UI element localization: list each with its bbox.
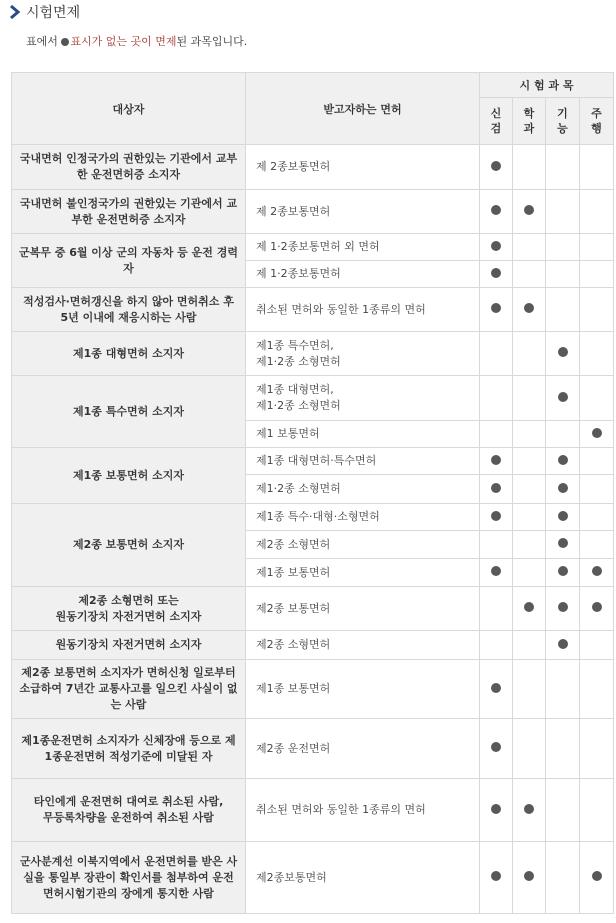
exam-mark-cell: [580, 190, 614, 234]
exam-mark-cell: [480, 376, 513, 421]
exemption-table: [11, 72, 614, 914]
table-row: [12, 448, 614, 475]
note-prefix: 표에서: [26, 35, 62, 48]
required-dot-icon: [524, 871, 534, 881]
exam-mark-cell: [580, 288, 614, 332]
license-cell: 제2종 소형면허: [246, 531, 480, 559]
table-row: [12, 376, 614, 421]
exam-mark-cell: [580, 660, 614, 719]
exam-mark-cell: [480, 261, 513, 288]
exam-mark-cell: [580, 504, 614, 531]
license-cell: 제1·2종 소형면허: [246, 475, 480, 504]
table-row: [12, 719, 614, 779]
license-cell: 제1종 특수면허, 제1·2종 소형면허: [246, 332, 480, 376]
exam-mark-cell: [513, 421, 546, 448]
exam-mark-cell: [546, 448, 580, 475]
exam-mark-cell: [546, 332, 580, 376]
license-cell: 제2종 보통면허: [246, 587, 480, 631]
table-row: [12, 660, 614, 719]
exam-mark-cell: [513, 719, 546, 779]
exam-mark-cell: [580, 421, 614, 448]
header-exams: 시 험 과 목: [480, 73, 614, 98]
exam-mark-cell: [546, 779, 580, 842]
exam-mark-cell: [580, 475, 614, 504]
required-dot-icon: [558, 455, 568, 465]
exam-mark-cell: [480, 288, 513, 332]
header-exam-col: 학 과: [513, 98, 546, 145]
required-dot-icon: [491, 268, 501, 278]
exam-mark-cell: [546, 145, 580, 190]
license-cell: 제1종 보통면허: [246, 559, 480, 587]
table-row: [12, 288, 614, 332]
license-cell: 제2종 소형면허: [246, 631, 480, 660]
exam-mark-cell: [546, 719, 580, 779]
exam-mark-cell: [480, 660, 513, 719]
exam-mark-cell: [513, 332, 546, 376]
exam-mark-cell: [580, 779, 614, 842]
subject-cell: 제2종 소형면허 또는 원동기장치 자전거면허 소지자: [12, 587, 246, 631]
exam-mark-cell: [546, 559, 580, 587]
required-dot-icon: [558, 639, 568, 649]
license-cell: 제1종 보통면허: [246, 660, 480, 719]
bullet-dot-icon: [61, 38, 69, 46]
exam-mark-cell: [480, 448, 513, 475]
required-dot-icon: [491, 804, 501, 814]
exam-mark-cell: [580, 145, 614, 190]
required-dot-icon: [524, 303, 534, 313]
exam-mark-cell: [513, 842, 546, 914]
subject-cell: 군사분계선 이북지역에서 운전면허를 받은 사실을 통일부 장관이 확인서를 첨부하여 운전면허시험기관의 장에게 통지한 사람: [12, 842, 246, 914]
subject-cell: 국내면허 불인정국가의 권한있는 기관에서 교부한 운전면허증 소지자: [12, 190, 246, 234]
exam-mark-cell: [546, 504, 580, 531]
exam-mark-cell: [580, 261, 614, 288]
required-dot-icon: [592, 602, 602, 612]
section-header: [8, 2, 80, 22]
table-row: [12, 332, 614, 376]
exam-mark-cell: [546, 631, 580, 660]
exam-mark-cell: [546, 234, 580, 261]
required-dot-icon: [558, 511, 568, 521]
exam-mark-cell: [513, 559, 546, 587]
exam-mark-cell: [480, 332, 513, 376]
exam-mark-cell: [480, 842, 513, 914]
exam-mark-cell: [480, 145, 513, 190]
required-dot-icon: [491, 303, 501, 313]
license-cell: 취소된 면허와 동일한 1종류의 면허: [246, 779, 480, 842]
subject-cell: 제1종운전면허 소지자가 신체장애 등으로 제1종운전면허 적성기준에 미달된 자: [12, 719, 246, 779]
exam-mark-cell: [546, 842, 580, 914]
exam-mark-cell: [580, 631, 614, 660]
required-dot-icon: [491, 742, 501, 752]
exam-mark-cell: [513, 376, 546, 421]
required-dot-icon: [558, 566, 568, 576]
exam-mark-cell: [580, 587, 614, 631]
required-dot-icon: [524, 804, 534, 814]
required-dot-icon: [558, 392, 568, 402]
exam-mark-cell: [480, 234, 513, 261]
subject-cell: 국내면허 인정국가의 권한있는 기관에서 교부한 운전면허증 소지자: [12, 145, 246, 190]
note-highlight: 표시가 없는 곳이 면제: [70, 35, 177, 48]
exam-mark-cell: [546, 376, 580, 421]
exam-mark-cell: [580, 376, 614, 421]
license-cell: 제1종 대형면허, 제1·2종 소형면허: [246, 376, 480, 421]
table-row: [12, 504, 614, 531]
table-row: [12, 779, 614, 842]
exam-mark-cell: [580, 719, 614, 779]
subject-cell: 타인에게 운전면허 대여로 취소된 사람, 무등록차량을 운전하여 취소된 사람: [12, 779, 246, 842]
table-row: [12, 190, 614, 234]
exam-mark-cell: [480, 531, 513, 559]
table-row: [12, 234, 614, 261]
header-exam-col: 주 행: [580, 98, 614, 145]
required-dot-icon: [592, 428, 602, 438]
exam-mark-cell: [546, 421, 580, 448]
exam-mark-cell: [580, 332, 614, 376]
section-title: 시험면제: [26, 5, 81, 21]
header-exam-col: 기 능: [546, 98, 580, 145]
exam-mark-cell: [480, 190, 513, 234]
required-dot-icon: [491, 205, 501, 215]
license-cell: 제1종 특수·대형·소형면허: [246, 504, 480, 531]
license-cell: 제2종보통면허: [246, 842, 480, 914]
exam-mark-cell: [480, 719, 513, 779]
exam-mark-cell: [513, 504, 546, 531]
exam-mark-cell: [513, 288, 546, 332]
required-dot-icon: [491, 483, 501, 493]
exam-mark-cell: [480, 587, 513, 631]
exam-mark-cell: [546, 531, 580, 559]
exam-mark-cell: [513, 631, 546, 660]
exam-mark-cell: [580, 448, 614, 475]
note-suffix: 된 과목입니다.: [176, 35, 248, 48]
required-dot-icon: [524, 205, 534, 215]
subject-cell: 제2종 보통면허 소지자가 면허신청 일로부터 소급하여 7년간 교통사고를 일으킨 사실이 없는 사람: [12, 660, 246, 719]
license-cell: 제1 보통면허: [246, 421, 480, 448]
exam-mark-cell: [480, 559, 513, 587]
subject-cell: 군복무 중 6월 이상 군의 자동차 등 운전 경력자: [12, 234, 246, 288]
license-cell: 제 2종보통면허: [246, 190, 480, 234]
exam-mark-cell: [580, 559, 614, 587]
required-dot-icon: [491, 511, 501, 521]
license-cell: 제 2종보통면허: [246, 145, 480, 190]
exam-mark-cell: [480, 475, 513, 504]
required-dot-icon: [491, 683, 501, 693]
exam-mark-cell: [513, 190, 546, 234]
required-dot-icon: [491, 161, 501, 171]
license-cell: 제 1·2종보통면허 외 면허: [246, 234, 480, 261]
required-dot-icon: [491, 871, 501, 881]
license-cell: 제 1·2종보통면허: [246, 261, 480, 288]
exam-mark-cell: [580, 234, 614, 261]
required-dot-icon: [558, 483, 568, 493]
required-dot-icon: [558, 347, 568, 357]
exam-mark-cell: [580, 531, 614, 559]
exam-mark-cell: [546, 660, 580, 719]
exam-mark-cell: [513, 261, 546, 288]
exam-mark-cell: [546, 261, 580, 288]
exam-mark-cell: [513, 779, 546, 842]
header-subject: 대상자: [12, 73, 246, 145]
required-dot-icon: [558, 602, 568, 612]
exam-mark-cell: [513, 531, 546, 559]
exam-mark-cell: [546, 190, 580, 234]
subject-cell: 제1종 대형면허 소지자: [12, 332, 246, 376]
required-dot-icon: [592, 566, 602, 576]
required-dot-icon: [558, 538, 568, 548]
exam-mark-cell: [480, 779, 513, 842]
exam-mark-cell: [546, 288, 580, 332]
required-dot-icon: [491, 241, 501, 251]
exam-mark-cell: [480, 631, 513, 660]
exam-mark-cell: [546, 587, 580, 631]
exam-mark-cell: [546, 475, 580, 504]
subject-cell: 제1종 보통면허 소지자: [12, 448, 246, 504]
exam-mark-cell: [480, 421, 513, 448]
license-cell: 제2종 운전면허: [246, 719, 480, 779]
table-row: [12, 842, 614, 914]
header-license: 받고자하는 면허: [246, 73, 480, 145]
subject-cell: 원동기장치 자전거면허 소지자: [12, 631, 246, 660]
subject-cell: 적성검사·면허갱신을 하지 않아 면허취소 후 5년 이내에 재응시하는 사람: [12, 288, 246, 332]
exam-mark-cell: [513, 448, 546, 475]
required-dot-icon: [592, 871, 602, 881]
exam-mark-cell: [513, 660, 546, 719]
exam-mark-cell: [513, 587, 546, 631]
exam-mark-cell: [480, 504, 513, 531]
license-cell: 제1종 대형면허·특수면허: [246, 448, 480, 475]
exam-mark-cell: [513, 234, 546, 261]
table-row: [12, 631, 614, 660]
exam-mark-cell: [513, 475, 546, 504]
license-cell: 취소된 면허와 동일한 1종류의 면허: [246, 288, 480, 332]
required-dot-icon: [524, 602, 534, 612]
subject-cell: 제2종 보통면허 소지자: [12, 504, 246, 587]
table-row: [12, 587, 614, 631]
exam-mark-cell: [580, 842, 614, 914]
legend-note: [26, 33, 247, 49]
subject-cell: 제1종 특수면허 소지자: [12, 376, 246, 448]
chevron-right-icon: [8, 4, 22, 20]
table-row: [12, 145, 614, 190]
header-exam-col: 신 검: [480, 98, 513, 145]
exam-mark-cell: [513, 145, 546, 190]
required-dot-icon: [491, 455, 501, 465]
required-dot-icon: [491, 566, 501, 576]
